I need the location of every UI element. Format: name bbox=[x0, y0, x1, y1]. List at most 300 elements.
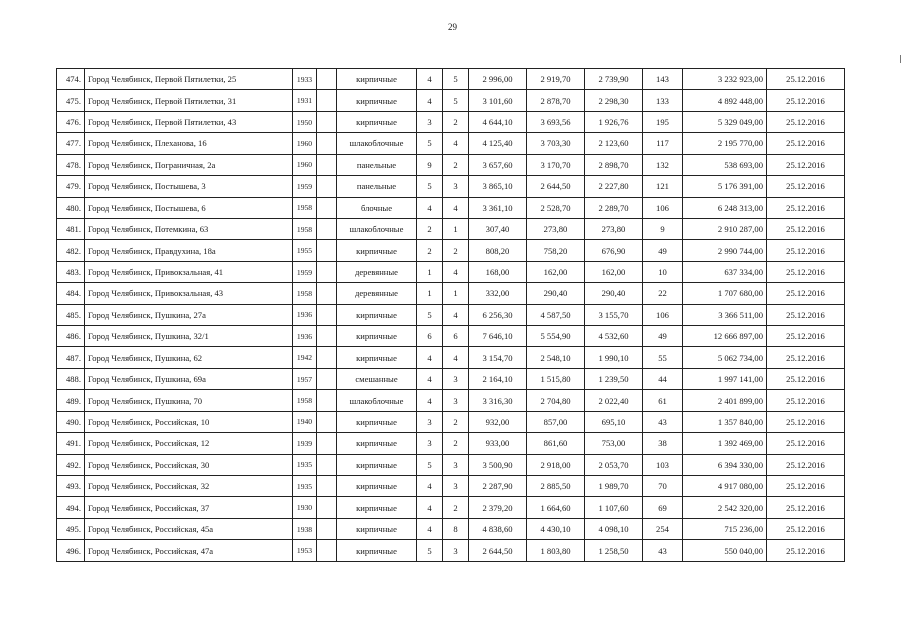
entrances-cell: 4 bbox=[443, 133, 469, 154]
wall-material-cell: кирпичные bbox=[337, 497, 417, 518]
floors-cell: 4 bbox=[417, 368, 443, 389]
residents-cell: 103 bbox=[643, 454, 683, 475]
total-area-cell: 2 287,90 bbox=[469, 476, 527, 497]
flats-area-cell: 695,10 bbox=[585, 411, 643, 432]
flats-area-cell: 2 298,30 bbox=[585, 90, 643, 111]
date-cell: 25.12.2016 bbox=[767, 433, 845, 454]
row-number: 491. bbox=[57, 433, 85, 454]
flats-area-cell: 753,00 bbox=[585, 433, 643, 454]
wall-material-cell: кирпичные bbox=[337, 476, 417, 497]
empty-cell bbox=[317, 476, 337, 497]
row-number: 493. bbox=[57, 476, 85, 497]
date-cell: 25.12.2016 bbox=[767, 304, 845, 325]
living-area-cell: 1 515,80 bbox=[527, 368, 585, 389]
address-cell: Город Челябинск, Потемкина, 63 bbox=[85, 218, 293, 239]
table-row bbox=[57, 304, 845, 325]
wall-material-cell: кирпичные bbox=[337, 111, 417, 132]
table-row bbox=[57, 261, 845, 282]
flats-area-cell: 162,00 bbox=[585, 261, 643, 282]
cost-cell: 637 334,00 bbox=[683, 261, 767, 282]
wall-material-cell: кирпичные bbox=[337, 454, 417, 475]
entrances-cell: 3 bbox=[443, 368, 469, 389]
cost-cell: 2 910 287,00 bbox=[683, 218, 767, 239]
entrances-cell: 2 bbox=[443, 154, 469, 175]
table-row bbox=[57, 454, 845, 475]
residents-cell: 43 bbox=[643, 540, 683, 562]
flats-area-cell: 4 098,10 bbox=[585, 518, 643, 539]
table-row bbox=[57, 111, 845, 132]
table-row bbox=[57, 90, 845, 111]
flats-area-cell: 1 989,70 bbox=[585, 476, 643, 497]
entrances-cell: 4 bbox=[443, 304, 469, 325]
entrances-cell: 6 bbox=[443, 326, 469, 347]
cost-cell: 4 892 448,00 bbox=[683, 90, 767, 111]
table-row bbox=[57, 218, 845, 239]
living-area-cell: 290,40 bbox=[527, 283, 585, 304]
living-area-cell: 3 170,70 bbox=[527, 154, 585, 175]
cost-cell: 1 392 469,00 bbox=[683, 433, 767, 454]
entrances-cell: 1 bbox=[443, 218, 469, 239]
cost-cell: 4 917 080,00 bbox=[683, 476, 767, 497]
empty-cell bbox=[317, 433, 337, 454]
residents-cell: 49 bbox=[643, 326, 683, 347]
year-cell: 1959 bbox=[293, 176, 317, 197]
total-area-cell: 4 125,40 bbox=[469, 133, 527, 154]
total-area-cell: 3 865,10 bbox=[469, 176, 527, 197]
total-area-cell: 307,40 bbox=[469, 218, 527, 239]
entrances-cell: 4 bbox=[443, 261, 469, 282]
empty-cell bbox=[317, 390, 337, 411]
cost-cell: 1 997 141,00 bbox=[683, 368, 767, 389]
date-cell: 25.12.2016 bbox=[767, 497, 845, 518]
table-row bbox=[57, 390, 845, 411]
year-cell: 1960 bbox=[293, 154, 317, 175]
total-area-cell: 2 644,50 bbox=[469, 540, 527, 562]
row-number: 484. bbox=[57, 283, 85, 304]
date-cell: 25.12.2016 bbox=[767, 518, 845, 539]
table-row bbox=[57, 518, 845, 539]
flats-area-cell: 2 898,70 bbox=[585, 154, 643, 175]
total-area-cell: 3 500,90 bbox=[469, 454, 527, 475]
year-cell: 1960 bbox=[293, 133, 317, 154]
row-number: 490. bbox=[57, 411, 85, 432]
cost-cell: 6 248 313,00 bbox=[683, 197, 767, 218]
flats-area-cell: 1 258,50 bbox=[585, 540, 643, 562]
wall-material-cell: панельные bbox=[337, 176, 417, 197]
address-cell: Город Челябинск, Российская, 12 bbox=[85, 433, 293, 454]
date-cell: 25.12.2016 bbox=[767, 411, 845, 432]
date-cell: 25.12.2016 bbox=[767, 368, 845, 389]
flats-area-cell: 676,90 bbox=[585, 240, 643, 261]
living-area-cell: 1 803,80 bbox=[527, 540, 585, 562]
table-body bbox=[57, 69, 845, 562]
table-row bbox=[57, 69, 845, 90]
residents-cell: 143 bbox=[643, 69, 683, 90]
cost-cell: 550 040,00 bbox=[683, 540, 767, 562]
entrances-cell: 3 bbox=[443, 176, 469, 197]
address-cell: Город Челябинск, Плеханова, 16 bbox=[85, 133, 293, 154]
flats-area-cell: 1 926,76 bbox=[585, 111, 643, 132]
table-row bbox=[57, 433, 845, 454]
floors-cell: 5 bbox=[417, 176, 443, 197]
floors-cell: 1 bbox=[417, 261, 443, 282]
empty-cell bbox=[317, 497, 337, 518]
entrances-cell: 5 bbox=[443, 90, 469, 111]
floors-cell: 4 bbox=[417, 390, 443, 411]
residents-cell: 43 bbox=[643, 411, 683, 432]
empty-cell bbox=[317, 90, 337, 111]
row-number: 488. bbox=[57, 368, 85, 389]
address-cell: Город Челябинск, Постышева, 6 bbox=[85, 197, 293, 218]
wall-material-cell: кирпичные bbox=[337, 540, 417, 562]
empty-cell bbox=[317, 69, 337, 90]
date-cell: 25.12.2016 bbox=[767, 69, 845, 90]
address-cell: Город Челябинск, Пушкина, 70 bbox=[85, 390, 293, 411]
residents-cell: 49 bbox=[643, 240, 683, 261]
wall-material-cell: кирпичные bbox=[337, 411, 417, 432]
wall-material-cell: шлакоблочные bbox=[337, 390, 417, 411]
residents-cell: 195 bbox=[643, 111, 683, 132]
wall-material-cell: блочные bbox=[337, 197, 417, 218]
table-row bbox=[57, 283, 845, 304]
living-area-cell: 2 919,70 bbox=[527, 69, 585, 90]
year-cell: 1935 bbox=[293, 476, 317, 497]
table-row bbox=[57, 154, 845, 175]
living-area-cell: 758,20 bbox=[527, 240, 585, 261]
cost-cell: 715 236,00 bbox=[683, 518, 767, 539]
wall-material-cell: кирпичные bbox=[337, 69, 417, 90]
residents-cell: 61 bbox=[643, 390, 683, 411]
table-row bbox=[57, 368, 845, 389]
entrances-cell: 4 bbox=[443, 347, 469, 368]
floors-cell: 5 bbox=[417, 540, 443, 562]
flats-area-cell: 1 239,50 bbox=[585, 368, 643, 389]
floors-cell: 4 bbox=[417, 476, 443, 497]
total-area-cell: 808,20 bbox=[469, 240, 527, 261]
row-number: 474. bbox=[57, 69, 85, 90]
year-cell: 1931 bbox=[293, 90, 317, 111]
row-number: 481. bbox=[57, 218, 85, 239]
address-cell: Город Челябинск, Российская, 45а bbox=[85, 518, 293, 539]
flats-area-cell: 1 990,10 bbox=[585, 347, 643, 368]
total-area-cell: 2 164,10 bbox=[469, 368, 527, 389]
row-number: 479. bbox=[57, 176, 85, 197]
cost-cell: 3 366 511,00 bbox=[683, 304, 767, 325]
table-row bbox=[57, 326, 845, 347]
empty-cell bbox=[317, 347, 337, 368]
residents-cell: 121 bbox=[643, 176, 683, 197]
living-area-cell: 162,00 bbox=[527, 261, 585, 282]
wall-material-cell: шлакоблочные bbox=[337, 133, 417, 154]
entrances-cell: 2 bbox=[443, 433, 469, 454]
address-cell: Город Челябинск, Российская, 32 bbox=[85, 476, 293, 497]
address-cell: Город Челябинск, Пушкина, 62 bbox=[85, 347, 293, 368]
date-cell: 25.12.2016 bbox=[767, 154, 845, 175]
living-area-cell: 273,80 bbox=[527, 218, 585, 239]
row-number: 477. bbox=[57, 133, 85, 154]
row-number: 492. bbox=[57, 454, 85, 475]
wall-material-cell: панельные bbox=[337, 154, 417, 175]
residents-cell: 70 bbox=[643, 476, 683, 497]
table-row bbox=[57, 411, 845, 432]
residents-cell: 254 bbox=[643, 518, 683, 539]
date-cell: 25.12.2016 bbox=[767, 390, 845, 411]
cost-cell: 2 990 744,00 bbox=[683, 240, 767, 261]
empty-cell bbox=[317, 540, 337, 562]
flats-area-cell: 2 227,80 bbox=[585, 176, 643, 197]
wall-material-cell: деревянные bbox=[337, 261, 417, 282]
residents-cell: 69 bbox=[643, 497, 683, 518]
date-cell: 25.12.2016 bbox=[767, 197, 845, 218]
residents-cell: 133 bbox=[643, 90, 683, 111]
address-cell: Город Челябинск, Пушкина, 32/1 bbox=[85, 326, 293, 347]
wall-material-cell: деревянные bbox=[337, 283, 417, 304]
wall-material-cell: кирпичные bbox=[337, 90, 417, 111]
empty-cell bbox=[317, 197, 337, 218]
flats-area-cell: 2 123,60 bbox=[585, 133, 643, 154]
date-cell: 25.12.2016 bbox=[767, 540, 845, 562]
table-row bbox=[57, 197, 845, 218]
cost-cell: 12 666 897,00 bbox=[683, 326, 767, 347]
empty-cell bbox=[317, 368, 337, 389]
date-cell: 25.12.2016 bbox=[767, 283, 845, 304]
date-cell: 25.12.2016 bbox=[767, 326, 845, 347]
flats-area-cell: 273,80 bbox=[585, 218, 643, 239]
page-number: 29 bbox=[448, 22, 457, 32]
date-cell: 25.12.2016 bbox=[767, 133, 845, 154]
empty-cell bbox=[317, 261, 337, 282]
date-cell: 25.12.2016 bbox=[767, 347, 845, 368]
date-cell: 25.12.2016 bbox=[767, 454, 845, 475]
table-row bbox=[57, 176, 845, 197]
residents-cell: 22 bbox=[643, 283, 683, 304]
row-number: 489. bbox=[57, 390, 85, 411]
living-area-cell: 857,00 bbox=[527, 411, 585, 432]
table-row bbox=[57, 497, 845, 518]
floors-cell: 4 bbox=[417, 90, 443, 111]
row-number: 496. bbox=[57, 540, 85, 562]
address-cell: Город Челябинск, Привокзальная, 41 bbox=[85, 261, 293, 282]
year-cell: 1958 bbox=[293, 197, 317, 218]
wall-material-cell: кирпичные bbox=[337, 433, 417, 454]
row-number: 478. bbox=[57, 154, 85, 175]
row-number: 482. bbox=[57, 240, 85, 261]
floors-cell: 9 bbox=[417, 154, 443, 175]
residents-cell: 55 bbox=[643, 347, 683, 368]
cost-cell: 5 062 734,00 bbox=[683, 347, 767, 368]
wall-material-cell: кирпичные bbox=[337, 304, 417, 325]
cost-cell: 2 195 770,00 bbox=[683, 133, 767, 154]
residents-cell: 38 bbox=[643, 433, 683, 454]
cost-cell: 1 707 680,00 bbox=[683, 283, 767, 304]
living-area-cell: 2 704,80 bbox=[527, 390, 585, 411]
year-cell: 1958 bbox=[293, 390, 317, 411]
flats-area-cell: 2 289,70 bbox=[585, 197, 643, 218]
address-cell: Город Челябинск, Российская, 37 bbox=[85, 497, 293, 518]
living-area-cell: 2 528,70 bbox=[527, 197, 585, 218]
flats-area-cell: 2 022,40 bbox=[585, 390, 643, 411]
year-cell: 1950 bbox=[293, 111, 317, 132]
empty-cell bbox=[317, 304, 337, 325]
total-area-cell: 4 838,60 bbox=[469, 518, 527, 539]
date-cell: 25.12.2016 bbox=[767, 218, 845, 239]
total-area-cell: 933,00 bbox=[469, 433, 527, 454]
address-cell: Город Челябинск, Первой Пятилетки, 25 bbox=[85, 69, 293, 90]
floors-cell: 3 bbox=[417, 411, 443, 432]
floors-cell: 5 bbox=[417, 454, 443, 475]
margin-mark bbox=[900, 55, 901, 63]
cost-cell: 3 232 923,00 bbox=[683, 69, 767, 90]
year-cell: 1933 bbox=[293, 69, 317, 90]
floors-cell: 3 bbox=[417, 111, 443, 132]
living-area-cell: 3 703,30 bbox=[527, 133, 585, 154]
cost-cell: 538 693,00 bbox=[683, 154, 767, 175]
table-row bbox=[57, 240, 845, 261]
cost-cell: 5 176 391,00 bbox=[683, 176, 767, 197]
housing-register-table bbox=[56, 68, 845, 562]
row-number: 475. bbox=[57, 90, 85, 111]
wall-material-cell: кирпичные bbox=[337, 347, 417, 368]
flats-area-cell: 2 739,90 bbox=[585, 69, 643, 90]
empty-cell bbox=[317, 283, 337, 304]
year-cell: 1935 bbox=[293, 454, 317, 475]
residents-cell: 106 bbox=[643, 197, 683, 218]
empty-cell bbox=[317, 454, 337, 475]
address-cell: Город Челябинск, Привокзальная, 43 bbox=[85, 283, 293, 304]
row-number: 486. bbox=[57, 326, 85, 347]
address-cell: Город Челябинск, Пограничная, 2а bbox=[85, 154, 293, 175]
address-cell: Город Челябинск, Российская, 10 bbox=[85, 411, 293, 432]
flats-area-cell: 290,40 bbox=[585, 283, 643, 304]
date-cell: 25.12.2016 bbox=[767, 261, 845, 282]
table-row bbox=[57, 476, 845, 497]
entrances-cell: 2 bbox=[443, 497, 469, 518]
wall-material-cell: кирпичные bbox=[337, 518, 417, 539]
entrances-cell: 2 bbox=[443, 111, 469, 132]
entrances-cell: 3 bbox=[443, 454, 469, 475]
empty-cell bbox=[317, 176, 337, 197]
living-area-cell: 2 548,10 bbox=[527, 347, 585, 368]
entrances-cell: 3 bbox=[443, 540, 469, 562]
wall-material-cell: шлакоблочные bbox=[337, 218, 417, 239]
entrances-cell: 4 bbox=[443, 197, 469, 218]
wall-material-cell: смешанные bbox=[337, 368, 417, 389]
flats-area-cell: 3 155,70 bbox=[585, 304, 643, 325]
residents-cell: 106 bbox=[643, 304, 683, 325]
floors-cell: 3 bbox=[417, 433, 443, 454]
empty-cell bbox=[317, 326, 337, 347]
total-area-cell: 168,00 bbox=[469, 261, 527, 282]
living-area-cell: 3 693,56 bbox=[527, 111, 585, 132]
floors-cell: 5 bbox=[417, 304, 443, 325]
entrances-cell: 5 bbox=[443, 69, 469, 90]
cost-cell: 2 401 899,00 bbox=[683, 390, 767, 411]
total-area-cell: 332,00 bbox=[469, 283, 527, 304]
address-cell: Город Челябинск, Первой Пятилетки, 43 bbox=[85, 111, 293, 132]
cost-cell: 6 394 330,00 bbox=[683, 454, 767, 475]
total-area-cell: 7 646,10 bbox=[469, 326, 527, 347]
table-row bbox=[57, 540, 845, 562]
floors-cell: 2 bbox=[417, 218, 443, 239]
row-number: 480. bbox=[57, 197, 85, 218]
address-cell: Город Челябинск, Пушкина, 69а bbox=[85, 368, 293, 389]
floors-cell: 4 bbox=[417, 518, 443, 539]
living-area-cell: 5 554,90 bbox=[527, 326, 585, 347]
flats-area-cell: 4 532,60 bbox=[585, 326, 643, 347]
floors-cell: 1 bbox=[417, 283, 443, 304]
empty-cell bbox=[317, 111, 337, 132]
date-cell: 25.12.2016 bbox=[767, 476, 845, 497]
living-area-cell: 861,60 bbox=[527, 433, 585, 454]
address-cell: Город Челябинск, Правдухина, 18а bbox=[85, 240, 293, 261]
date-cell: 25.12.2016 bbox=[767, 111, 845, 132]
table-row bbox=[57, 133, 845, 154]
year-cell: 1957 bbox=[293, 368, 317, 389]
year-cell: 1953 bbox=[293, 540, 317, 562]
total-area-cell: 3 657,60 bbox=[469, 154, 527, 175]
row-number: 495. bbox=[57, 518, 85, 539]
address-cell: Город Челябинск, Российская, 30 bbox=[85, 454, 293, 475]
year-cell: 1942 bbox=[293, 347, 317, 368]
total-area-cell: 3 361,10 bbox=[469, 197, 527, 218]
total-area-cell: 6 256,30 bbox=[469, 304, 527, 325]
year-cell: 1936 bbox=[293, 304, 317, 325]
year-cell: 1940 bbox=[293, 411, 317, 432]
empty-cell bbox=[317, 218, 337, 239]
total-area-cell: 2 996,00 bbox=[469, 69, 527, 90]
empty-cell bbox=[317, 154, 337, 175]
year-cell: 1938 bbox=[293, 518, 317, 539]
year-cell: 1939 bbox=[293, 433, 317, 454]
cost-cell: 2 542 320,00 bbox=[683, 497, 767, 518]
flats-area-cell: 1 107,60 bbox=[585, 497, 643, 518]
living-area-cell: 2 885,50 bbox=[527, 476, 585, 497]
year-cell: 1958 bbox=[293, 283, 317, 304]
residents-cell: 117 bbox=[643, 133, 683, 154]
row-number: 494. bbox=[57, 497, 85, 518]
total-area-cell: 3 101,60 bbox=[469, 90, 527, 111]
entrances-cell: 3 bbox=[443, 476, 469, 497]
wall-material-cell: кирпичные bbox=[337, 240, 417, 261]
year-cell: 1930 bbox=[293, 497, 317, 518]
year-cell: 1959 bbox=[293, 261, 317, 282]
row-number: 487. bbox=[57, 347, 85, 368]
living-area-cell: 4 587,50 bbox=[527, 304, 585, 325]
date-cell: 25.12.2016 bbox=[767, 176, 845, 197]
entrances-cell: 2 bbox=[443, 240, 469, 261]
flats-area-cell: 2 053,70 bbox=[585, 454, 643, 475]
empty-cell bbox=[317, 133, 337, 154]
date-cell: 25.12.2016 bbox=[767, 240, 845, 261]
year-cell: 1955 bbox=[293, 240, 317, 261]
living-area-cell: 2 878,70 bbox=[527, 90, 585, 111]
empty-cell bbox=[317, 518, 337, 539]
living-area-cell: 2 918,00 bbox=[527, 454, 585, 475]
entrances-cell: 3 bbox=[443, 390, 469, 411]
living-area-cell: 2 644,50 bbox=[527, 176, 585, 197]
empty-cell bbox=[317, 240, 337, 261]
floors-cell: 4 bbox=[417, 197, 443, 218]
floors-cell: 2 bbox=[417, 240, 443, 261]
total-area-cell: 4 644,10 bbox=[469, 111, 527, 132]
floors-cell: 6 bbox=[417, 326, 443, 347]
address-cell: Город Челябинск, Постышева, 3 bbox=[85, 176, 293, 197]
floors-cell: 4 bbox=[417, 497, 443, 518]
residents-cell: 10 bbox=[643, 261, 683, 282]
living-area-cell: 4 430,10 bbox=[527, 518, 585, 539]
row-number: 485. bbox=[57, 304, 85, 325]
total-area-cell: 932,00 bbox=[469, 411, 527, 432]
